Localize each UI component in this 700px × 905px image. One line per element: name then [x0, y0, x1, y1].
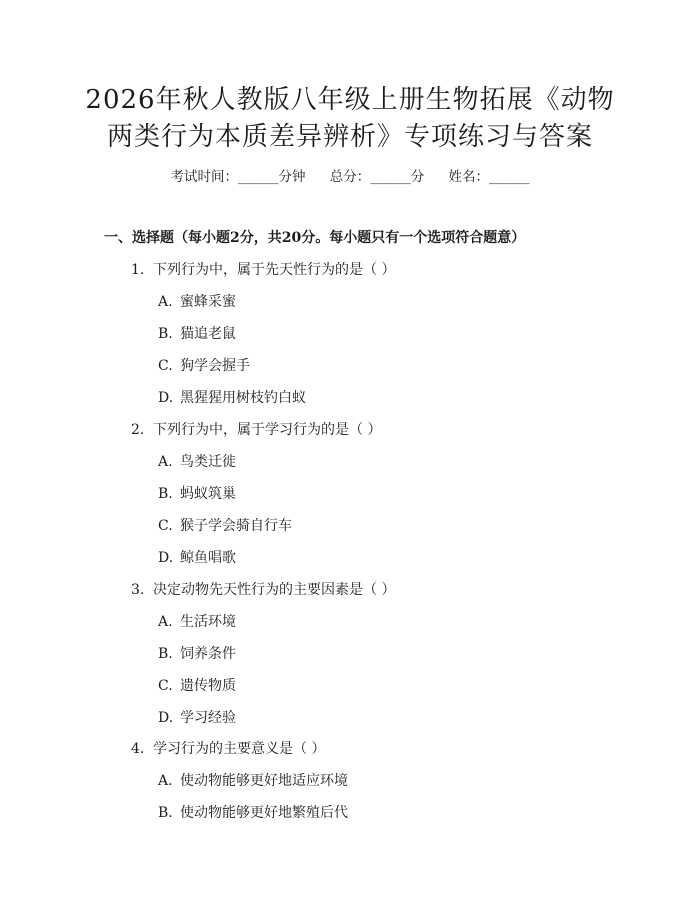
question-3-option-c	[158, 676, 236, 696]
question-4-option-a	[158, 771, 348, 791]
option-text: 遗传物质	[180, 678, 236, 694]
question-number: 4.	[131, 741, 145, 757]
option-letter: B.	[158, 805, 173, 821]
question-3-option-a	[158, 612, 236, 632]
question-text: 学习行为的主要意义是（ ）	[153, 741, 326, 757]
question-2-option-a	[158, 452, 236, 472]
option-letter: A.	[158, 454, 173, 470]
option-text: 鸟类迁徙	[180, 454, 236, 470]
question-text: 下列行为中，属于先天性行为的是（ ）	[153, 262, 396, 278]
option-letter: A.	[158, 294, 173, 310]
option-letter: D.	[158, 550, 174, 566]
question-1-option-c	[158, 356, 250, 376]
question-text: 决定动物先天性行为的主要因素是（ ）	[153, 582, 396, 598]
question-1-option-a	[158, 292, 236, 312]
question-number: 3.	[131, 582, 145, 598]
question-2-option-c	[158, 516, 292, 536]
student-name: 姓名：______	[448, 169, 530, 185]
option-letter: C.	[158, 678, 173, 694]
question-3	[131, 580, 395, 600]
option-letter: A.	[158, 614, 173, 630]
option-text: 饲养条件	[180, 646, 236, 662]
option-text: 猴子学会骑自行车	[180, 518, 292, 534]
question-1-option-d	[158, 388, 306, 408]
question-3-option-b	[158, 644, 236, 664]
option-letter: B.	[158, 646, 173, 662]
option-text: 学习经验	[180, 710, 236, 726]
option-text: 蚂蚁筑巢	[180, 486, 236, 502]
total-score: 总分：______分	[329, 169, 425, 185]
exam-time: 考试时间：______分钟	[170, 169, 306, 185]
option-text: 使动物能够更好地繁殖后代	[180, 805, 348, 821]
option-text: 猫追老鼠	[180, 326, 236, 342]
question-2-option-b	[158, 484, 236, 504]
option-letter: C.	[158, 358, 173, 374]
option-text: 蜜蜂采蜜	[180, 294, 236, 310]
question-2-option-d	[158, 548, 236, 568]
exam-meta	[0, 167, 700, 187]
option-letter: B.	[158, 486, 173, 502]
option-letter: B.	[158, 326, 173, 342]
question-number: 2.	[131, 422, 145, 438]
section-heading-choice: 一、选择题（每小题2分，共20分。每小题只有一个选项符合题意）	[104, 230, 526, 246]
question-4	[131, 739, 325, 759]
option-text: 使动物能够更好地适应环境	[180, 773, 348, 789]
option-letter: D.	[158, 710, 174, 726]
question-2	[131, 420, 381, 440]
option-letter: C.	[158, 518, 173, 534]
option-text: 狗学会握手	[180, 358, 250, 374]
option-text: 鲸鱼唱歌	[180, 550, 236, 566]
page-title-line-2: 两类行为本质差异辨析》专项练习与答案	[106, 122, 593, 152]
option-letter: A.	[158, 773, 173, 789]
question-1	[131, 260, 395, 280]
page-title-line-1: 2026年秋人教版八年级上册生物拓展《动物	[85, 85, 615, 115]
question-3-option-d	[158, 708, 236, 728]
option-text: 生活环境	[180, 614, 236, 630]
question-4-option-b	[158, 803, 348, 823]
question-1-option-b	[158, 324, 236, 344]
option-text: 黑猩猩用树枝钓白蚁	[180, 390, 306, 406]
option-letter: D.	[158, 390, 174, 406]
question-number: 1.	[131, 262, 145, 278]
question-text: 下列行为中，属于学习行为的是（ ）	[153, 422, 382, 438]
